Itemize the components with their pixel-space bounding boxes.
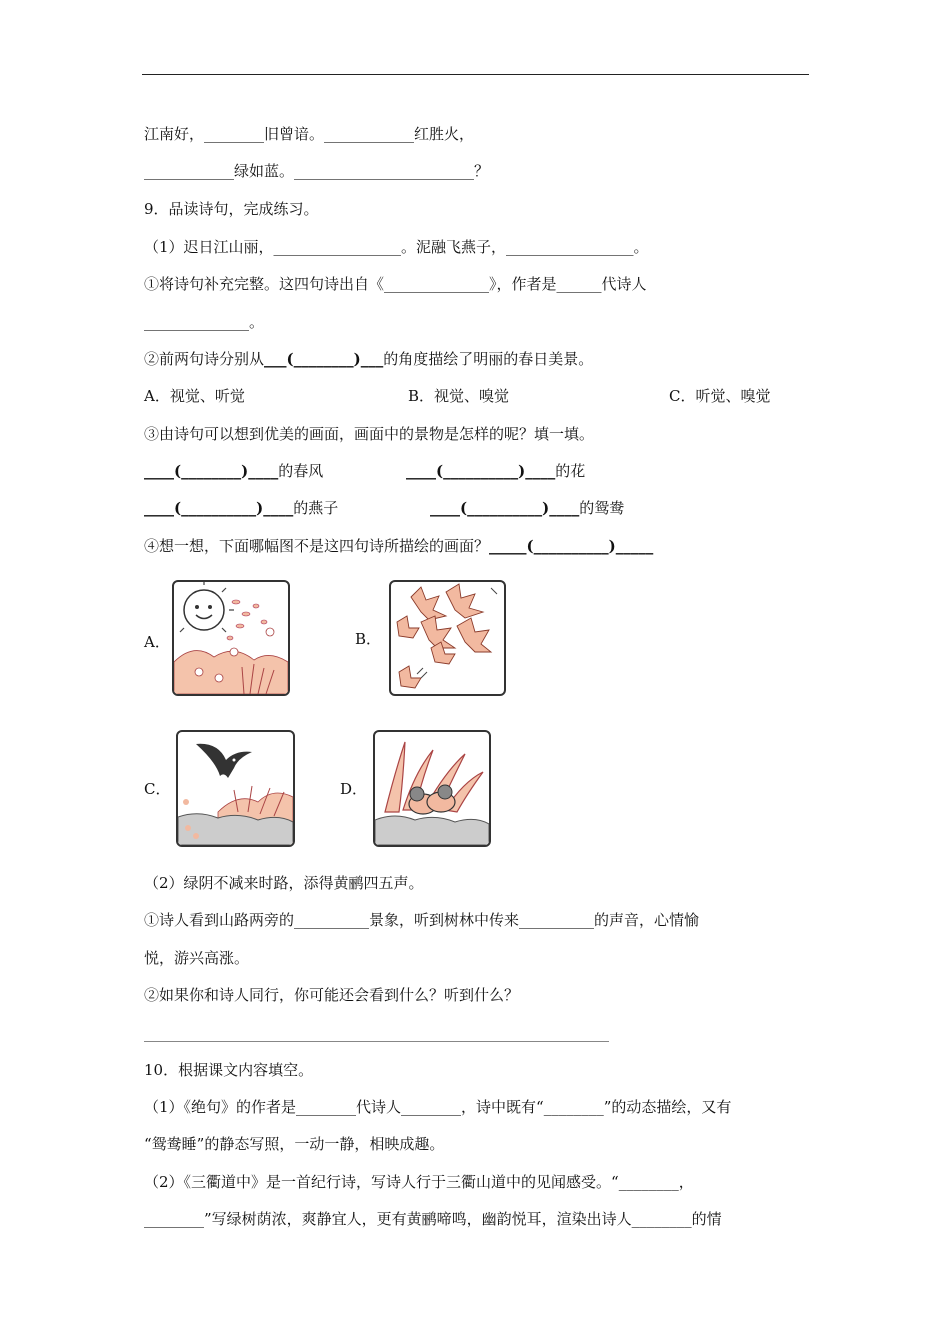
fill-label: 的花 — [555, 462, 586, 480]
swallow-image — [178, 732, 293, 845]
question-10-2: （2）《三衢道中》是一首纪行诗，写诗人行于三衢山道中的见闻感受。“________， — [144, 1173, 694, 1191]
fill-label: 的燕子 — [293, 499, 339, 517]
question-9-2-a: ①诗人看到山路两旁的__________景象，听到树林中传来__________的声音，心情愉 — [144, 911, 700, 929]
question-9-1-a: ①将诗句补充完整。这四句诗出自《______________》，作者是______代诗人 — [144, 275, 647, 293]
question-9-1-b-post: 的角度描绘了明丽的春日美景。 — [383, 350, 594, 368]
question-10-2-cont: ________”写绿树荫浓，爽静宜人，更有黄鹂啼鸣，幽韵悦耳，渲染出诗人________的情 — [144, 1210, 722, 1228]
answer-blank[interactable]: ____(__________)____ — [144, 499, 294, 517]
answer-line[interactable]: ______________________________________________________________ — [144, 1024, 609, 1042]
picture-a-sun-flowers[interactable] — [172, 580, 290, 696]
picture-c-label: C． — [144, 780, 171, 798]
question-10-title: 10．根据课文内容填空。 — [144, 1061, 314, 1079]
question-9-2-a-cont: 悦，游兴高涨。 — [144, 949, 250, 967]
question-9-1-c: ③由诗句可以想到优美的画面，画面中的景物是怎样的呢？填一填。 — [144, 425, 595, 443]
answer-blank[interactable]: ____(__________)____ — [430, 499, 580, 517]
mandarin-ducks-image — [375, 732, 489, 845]
fill-swallows — [144, 498, 338, 518]
question-9-title: 9．品读诗句，完成练习。 — [144, 200, 319, 218]
picture-b-falling-leaves[interactable] — [389, 580, 506, 696]
question-9-1-d — [144, 536, 653, 556]
answer-blank[interactable]: ___(________)___ — [264, 350, 384, 368]
fill-label: 的春风 — [278, 462, 324, 480]
picture-c-swallow[interactable] — [176, 730, 295, 847]
picture-b-label: B． — [355, 630, 382, 648]
answer-blank[interactable]: _____(__________)_____ — [489, 537, 654, 555]
fill-label: 的鸳鸯 — [579, 499, 625, 517]
question-9-1-d-text: ④想一想，下面哪幅图不是这四句诗所描绘的画面？ — [144, 537, 490, 555]
fill-spring-wind — [144, 461, 323, 481]
question-9-1-b-pre: ②前两句诗分别从 — [144, 350, 265, 368]
question-10-1-cont: “鸳鸯睡”的静态写照，一动一静，相映成趣。 — [144, 1135, 445, 1153]
picture-d-label: D． — [340, 780, 368, 798]
question-9-2-b: ②如果你和诗人同行，你可能还会看到什么？听到什么？ — [144, 986, 520, 1004]
picture-d-mandarin-ducks[interactable] — [373, 730, 491, 847]
fill-ducks — [430, 498, 624, 518]
question-10-1: （1）《绝句》的作者是________代诗人________，诗中既有“________”的动态描绘，又有 — [144, 1098, 732, 1116]
header-rule — [142, 74, 809, 75]
poem-line-1: 江南好，________旧曾谙。____________红胜火， — [144, 125, 475, 143]
falling-leaves-image — [391, 582, 504, 694]
answer-blank[interactable]: ____(__________)____ — [406, 462, 556, 480]
question-9-2: （2）绿阴不减来时路，添得黄鹂四五声。 — [144, 874, 424, 892]
choice-a[interactable]: A．视觉、听觉 — [144, 387, 245, 405]
question-9-1: （1）迟日江山丽，_________________。泥融飞燕子，_________________。 — [144, 238, 649, 256]
choice-c[interactable]: C．听觉、嗅觉 — [669, 387, 771, 405]
choice-b[interactable]: B．视觉、嗅觉 — [408, 387, 510, 405]
question-9-1-a-cont: ______________。 — [144, 313, 265, 331]
question-9-1-b — [144, 349, 593, 369]
picture-a-label: A． — [144, 633, 170, 651]
answer-blank[interactable]: ____(________)____ — [144, 462, 279, 480]
poem-line-2: ____________绿如蓝。________________________？ — [144, 162, 490, 180]
sun-flowers-image — [174, 582, 288, 694]
fill-flowers — [406, 461, 585, 481]
